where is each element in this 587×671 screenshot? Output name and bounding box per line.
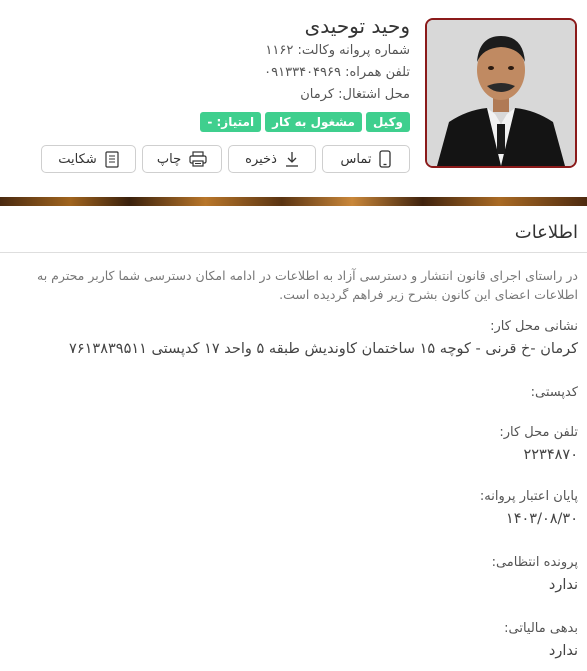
field-work-phone bbox=[8, 423, 578, 467]
mobile-phone: تلفن همراه: ۰۹۱۳۳۴۰۴۹۶۹ bbox=[264, 65, 410, 80]
lawyer-profile-card bbox=[0, 0, 587, 200]
field-postal-code bbox=[8, 383, 578, 427]
field-label: پایان اعتبار پروانه: bbox=[479, 489, 578, 504]
divider bbox=[0, 252, 587, 253]
status-badges bbox=[200, 112, 410, 132]
print-button[interactable] bbox=[142, 145, 222, 173]
complaint-label: شکایت bbox=[58, 151, 97, 167]
field-value: ندارد bbox=[548, 577, 578, 593]
phone-icon bbox=[379, 150, 391, 168]
status-badge: مشغول به کار bbox=[265, 112, 362, 132]
save-button[interactable] bbox=[228, 145, 316, 173]
field-label: پرونده انتظامی: bbox=[491, 555, 578, 570]
contact-button[interactable] bbox=[322, 145, 410, 173]
work-place: محل اشتغال: کرمان bbox=[300, 87, 410, 102]
decorative-banner bbox=[0, 197, 587, 206]
role-badge: وکیل bbox=[366, 112, 410, 132]
save-label: ذخیره bbox=[245, 151, 277, 167]
field-work-address bbox=[8, 317, 578, 361]
document-icon bbox=[105, 151, 119, 168]
section-title: اطلاعات bbox=[514, 222, 578, 243]
field-disciplinary-record bbox=[8, 553, 578, 597]
profile-photo bbox=[425, 18, 577, 168]
contact-label: تماس bbox=[340, 151, 372, 167]
section-intro: در راستای اجرای قانون انتشار و دسترسی آزاد به اطلاعات در ادامه امکان دسترسی شما کاربر محترم به اطلاعات اعضای این کانون بشرح زیر فراهم گردیده است. bbox=[37, 268, 578, 302]
download-icon bbox=[285, 151, 299, 167]
field-value: ندارد bbox=[548, 643, 578, 659]
action-buttons bbox=[41, 145, 410, 173]
field-value: ۲۲۳۴۸۷۰ bbox=[523, 447, 578, 463]
printer-icon bbox=[189, 151, 207, 167]
field-label: کدپستی: bbox=[530, 385, 578, 400]
field-value: کرمان -خ قرنی - کوچه ۱۵ ساختمان کاوندیش طبقه ۵ واحد ۱۷ کدپستی ۷۶۱۳۸۳۹۵۱۱ bbox=[69, 341, 578, 357]
rating-badge: امتیاز: - bbox=[200, 112, 261, 132]
complaint-button[interactable] bbox=[41, 145, 136, 173]
field-tax-debt bbox=[8, 619, 578, 663]
field-label: بدهی مالیاتی: bbox=[504, 621, 578, 636]
field-label: نشانی محل کار: bbox=[490, 319, 578, 334]
license-number: شماره پروانه وکالت: ۱۱۶۲ bbox=[265, 43, 410, 58]
profile-info bbox=[30, 12, 410, 106]
field-license-expiry bbox=[8, 487, 578, 531]
lawyer-portrait-image bbox=[427, 20, 575, 166]
print-label: چاپ bbox=[156, 151, 182, 167]
field-label: تلفن محل کار: bbox=[499, 425, 578, 440]
field-value: ۱۴۰۳/۰۸/۳۰ bbox=[505, 511, 578, 527]
lawyer-name: وحید توحیدی bbox=[304, 14, 410, 38]
